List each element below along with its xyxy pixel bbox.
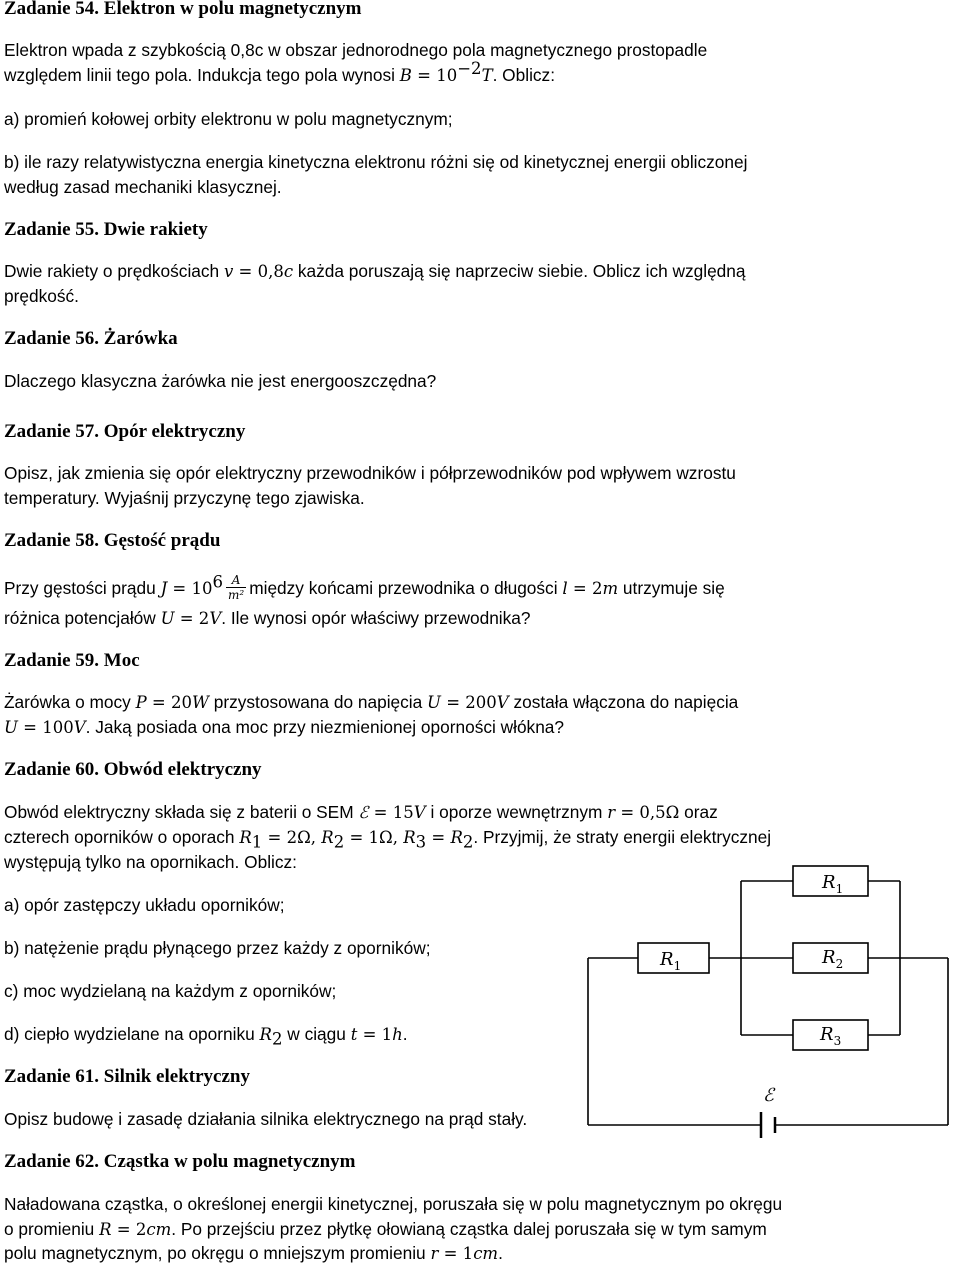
math-eq: = 1 xyxy=(357,1025,393,1044)
math-R: R xyxy=(450,828,463,847)
math-U: U xyxy=(4,718,18,737)
task-60-item-c: c) moc wydzielaną na każdym z oporników; xyxy=(4,981,337,1001)
math-eq: = 2 xyxy=(174,609,210,628)
math-eq: = 0,8 xyxy=(233,262,284,281)
task-58-text: utrzymuje się xyxy=(618,578,725,599)
math-exponent: 6 xyxy=(212,572,223,592)
math-V: V xyxy=(413,803,426,822)
math-t: t xyxy=(350,1025,358,1044)
math-subscript: 2 xyxy=(462,832,474,852)
task-60-text: w ciągu xyxy=(282,1024,351,1044)
task-59-title: Zadanie 59. Moc xyxy=(4,650,140,671)
task-59-text: przystosowana do napięcia xyxy=(208,692,428,712)
circuit-label-r3: $R_3$ xyxy=(820,1024,842,1048)
task-60-text: i oporze wewnętrznym xyxy=(425,802,608,822)
math-R: R xyxy=(259,1025,272,1044)
math-eq: = 2 xyxy=(111,1220,147,1239)
math-eq: = 200 xyxy=(440,693,497,712)
task-56-line-1: Dlaczego klasyczna żarówka nie jest energooszczędna? xyxy=(4,371,437,391)
task-54-text: względem linii tego pola. Indukcja tego pola wynosi xyxy=(4,65,400,85)
circuit-label-emf: ℰ xyxy=(763,1085,774,1106)
math-V: V xyxy=(496,693,509,712)
task-54-line-1: Elektron wpada z szybkością 0,8c w obszar jednorodnego pola magnetycznego prostopadle xyxy=(4,40,708,60)
math-V: V xyxy=(73,718,86,737)
math-exponent: −2 xyxy=(457,59,482,79)
math-R: R xyxy=(99,1220,112,1239)
task-59-text: Żarówka o mocy xyxy=(4,692,136,712)
task-62-text: o promieniu xyxy=(4,1219,100,1239)
math-subscript: 2 xyxy=(333,832,345,852)
math-eq: = 10 xyxy=(167,579,213,599)
math-m: m xyxy=(602,579,619,599)
math-subscript: 2 xyxy=(271,1029,283,1049)
task-54-item-b-line-1: b) ile razy relatywistyczna energia kinetyczna elektronu różni się od kinetycznej energii obliczonej xyxy=(4,152,748,172)
task-58-text: różnica potencjałów xyxy=(4,608,161,628)
task-60-item-a: a) opór zastępczy układu oporników; xyxy=(4,895,285,915)
math-U: U xyxy=(427,693,441,712)
circuit-label-r1-top: $R_1$ xyxy=(822,872,844,896)
math-l: l xyxy=(562,579,568,599)
fraction-denominator: m² xyxy=(228,588,245,602)
task-54-title: Zadanie 54. Elektron w polu magnetycznym xyxy=(4,0,362,19)
math-r: r xyxy=(430,1244,439,1263)
task-60-title: Zadanie 60. Obwód elektryczny xyxy=(4,759,262,780)
math-V: V xyxy=(209,609,222,628)
task-62-text: . xyxy=(498,1243,503,1263)
math-R: R xyxy=(321,828,334,847)
task-54-text: . Oblicz: xyxy=(492,65,555,85)
math-R: R xyxy=(239,828,252,847)
math-U: U xyxy=(160,609,175,628)
math-P: P xyxy=(135,693,147,712)
task-57-line-2: temperatury. Wyjaśnij przyczynę tego zjawiska. xyxy=(4,488,365,508)
task-60-text: czterech oporników o oporach xyxy=(4,827,240,847)
task-62-text: . Po przejściu przez płytkę ołowianą cząstka dalej poruszała się w tym samym xyxy=(171,1219,767,1239)
task-59-text: . Jaką posiada ona moc przy niezmienionej oporności włókna? xyxy=(85,717,565,737)
math-eq: = xyxy=(426,828,451,847)
math-subscript: 3 xyxy=(415,832,427,852)
task-58-text: . Ile wynosi opór właściwy przewodnika? xyxy=(221,608,531,628)
task-57-line-1: Opisz, jak zmienia się opór elektryczny przewodników i półprzewodników pod wpływem wzrostu xyxy=(4,463,736,483)
math-eq: = 15 xyxy=(368,803,414,822)
math-cm: cm xyxy=(473,1244,499,1263)
math-B: B xyxy=(399,66,412,85)
task-60-item-b: b) natężenie prądu płynącego przez każdy z oporników; xyxy=(4,938,431,958)
task-60-text: oraz xyxy=(679,802,718,822)
task-61-title: Zadanie 61. Silnik elektryczny xyxy=(4,1066,250,1087)
math-eq: = 100 xyxy=(17,718,74,737)
task-58-text: między końcami przewodnika o długości xyxy=(249,578,563,599)
math-eq: = 1 xyxy=(438,1244,474,1263)
math-cm: cm xyxy=(146,1220,172,1239)
task-62-title: Zadanie 62. Cząstka w polu magnetycznym xyxy=(4,1151,356,1172)
math-W: W xyxy=(192,693,209,712)
math-R: R xyxy=(403,828,416,847)
task-58-title: Zadanie 58. Gęstość prądu xyxy=(4,530,221,551)
task-56-title: Zadanie 56. Żarówka xyxy=(4,328,178,349)
task-55-text: każda poruszają się naprzeciw siebie. Oblicz ich względną xyxy=(293,261,746,281)
task-60-text: Obwód elektryczny składa się z baterii o SEM xyxy=(4,802,359,822)
math-subscript: 1 xyxy=(251,832,263,852)
math-J: J xyxy=(160,579,168,599)
math-r: r xyxy=(607,803,616,822)
circuit-label-r1-left: $R_1$ xyxy=(660,949,682,973)
task-60-text: d) ciepło wydzielane na oporniku xyxy=(4,1024,260,1044)
task-54-item-b-line-2: według zasad mechaniki klasycznej. xyxy=(4,177,282,197)
task-61-line-1: Opisz budowę i zasadę działania silnika elektrycznego na prąd stały. xyxy=(4,1109,528,1129)
task-57-title: Zadanie 57. Opór elektryczny xyxy=(4,421,246,442)
circuit-label-r2: $R_2$ xyxy=(822,947,844,971)
math-eq: = 1Ω, xyxy=(344,828,404,847)
task-60-line-3: występują tylko na opornikach. Oblicz: xyxy=(4,852,297,872)
task-62-text: polu magnetycznym, po okręgu o mniejszym promieniu xyxy=(4,1243,431,1263)
math-eq: = 2Ω, xyxy=(262,828,322,847)
task-60-text: . Przyjmij, że straty energii elektrycznej xyxy=(473,827,772,847)
fraction-numerator: A xyxy=(226,573,246,588)
math-v: v xyxy=(223,262,234,281)
math-eq: = 10 xyxy=(411,66,458,85)
task-59-text: została włączona do napięcia xyxy=(508,692,739,712)
task-58-text: Przy gęstości prądu xyxy=(4,578,161,599)
task-62-line-1: Naładowana cząstka, o określonej energii kinetycznej, poruszała się w polu magnetycznym po okręgu xyxy=(4,1194,783,1214)
math-eq: = 20 xyxy=(146,693,192,712)
math-emf: ℰ xyxy=(358,803,369,822)
task-54-item-a: a) promień kołowej orbity elektronu w polu magnetycznym; xyxy=(4,109,453,129)
task-60-text: . xyxy=(402,1024,408,1044)
math-T: T xyxy=(481,66,493,85)
task-55-title: Zadanie 55. Dwie rakiety xyxy=(4,219,208,240)
task-55-line-2: prędkość. xyxy=(4,286,79,306)
math-eq: = 2 xyxy=(567,579,603,599)
math-eq: = 0,5Ω xyxy=(615,803,680,822)
task-55-text: Dwie rakiety o prędkościach xyxy=(4,261,224,281)
math-h: h xyxy=(392,1025,403,1044)
math-c: c xyxy=(283,262,294,281)
